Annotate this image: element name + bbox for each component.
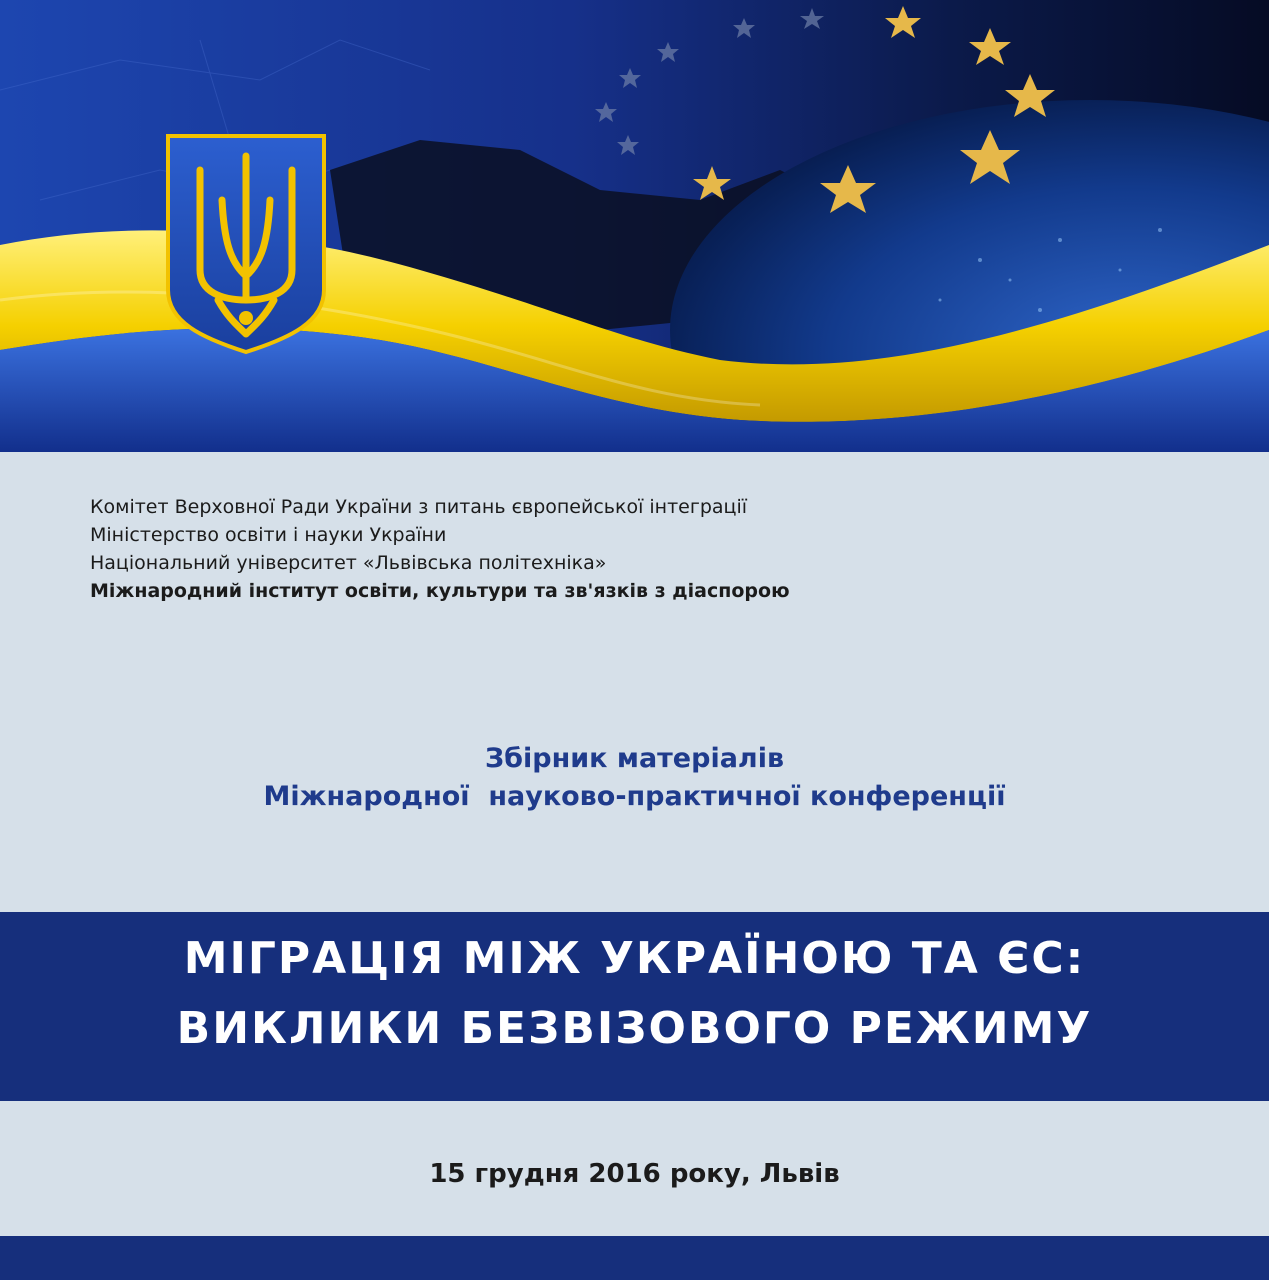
date-place: 15 грудня 2016 року, Львів [429, 1159, 840, 1189]
title-line-1: МІГРАЦІЯ МІЖ УКРАЇНОЮ ТА ЄС: [183, 933, 1086, 984]
banner-illustration [0, 0, 1269, 452]
bottom-band [0, 1236, 1269, 1280]
collection-line-2: Міжнародної науково-практичної конференції [263, 781, 1006, 812]
collection-heading [0, 740, 1269, 816]
organizer-line: Міністерство освіти і науки України [90, 524, 447, 546]
conference-title [0, 924, 1269, 1064]
organizer-line: Комітет Верховної Ради України з питань європейської інтеграції [90, 496, 748, 518]
tryzub-icon [168, 136, 324, 352]
organizers-list [90, 493, 1190, 605]
organizer-line-main: Міжнародний інститут освіти, культури та зв'язків з діаспорою [90, 580, 790, 602]
collection-line-1: Збірник матеріалів [484, 743, 785, 774]
organizer-line: Національний університет «Львівська політехніка» [90, 552, 607, 574]
title-line-2: ВИКЛИКИ БЕЗВІЗОВОГО РЕЖИМУ [176, 1003, 1093, 1054]
cover-banner [0, 0, 1269, 452]
